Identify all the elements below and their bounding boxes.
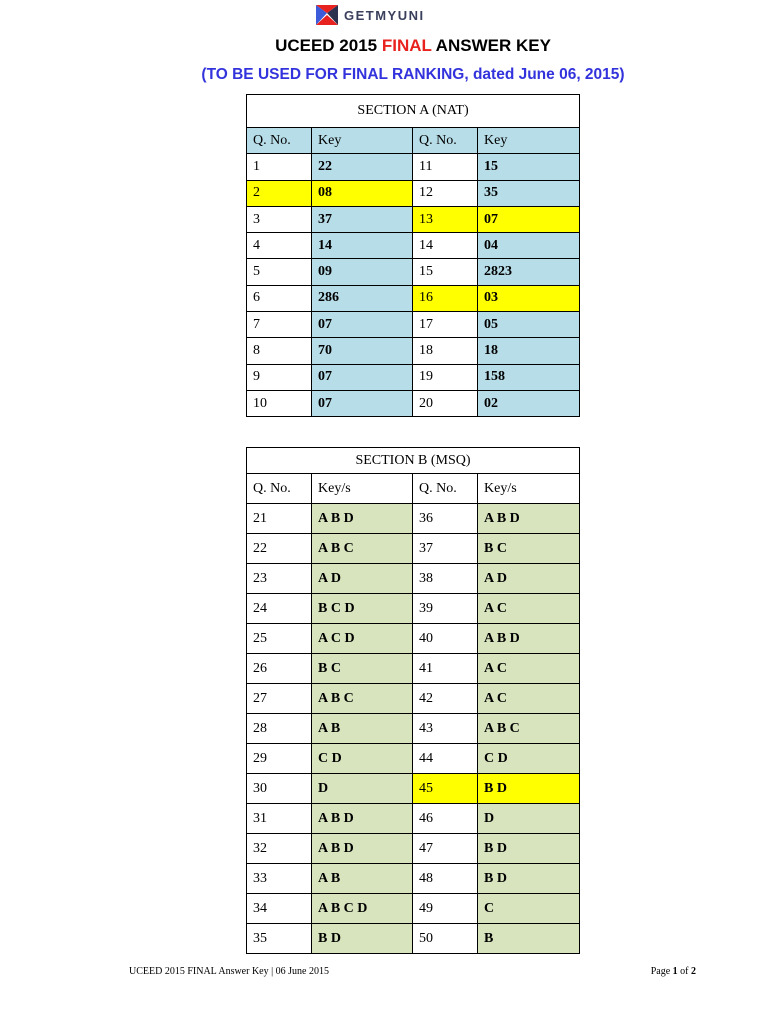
answer-key: 70 <box>312 338 413 364</box>
answer-key: 09 <box>312 259 413 285</box>
answer-key: B D <box>478 834 580 864</box>
answer-key: 03 <box>478 285 580 311</box>
question-number: 47 <box>413 834 478 864</box>
table-row <box>247 180 580 206</box>
answer-key: B C <box>312 654 413 684</box>
question-number: 23 <box>247 564 312 594</box>
answer-key: A C <box>478 684 580 714</box>
answer-key: 02 <box>478 390 580 416</box>
answer-key: A B C <box>478 714 580 744</box>
question-number: 6 <box>247 285 312 311</box>
answer-key: 35 <box>478 180 580 206</box>
answer-key: 07 <box>312 364 413 390</box>
question-number: 43 <box>413 714 478 744</box>
answer-key: A B D <box>478 624 580 654</box>
section-caption: SECTION B (MSQ) <box>247 448 580 474</box>
answer-key: A B D <box>312 504 413 534</box>
question-number: 18 <box>413 338 478 364</box>
question-number: 39 <box>413 594 478 624</box>
table-row <box>247 534 580 564</box>
answer-key: A D <box>312 564 413 594</box>
question-number: 27 <box>247 684 312 714</box>
question-number: 16 <box>413 285 478 311</box>
question-number: 44 <box>413 744 478 774</box>
answer-key: 07 <box>312 312 413 338</box>
answer-key: D <box>312 774 413 804</box>
column-header: Q. No. <box>413 128 478 154</box>
answer-key: B D <box>478 864 580 894</box>
table-row <box>247 312 580 338</box>
answer-key: B D <box>312 924 413 954</box>
question-number: 50 <box>413 924 478 954</box>
column-header: Key <box>478 128 580 154</box>
question-number: 12 <box>413 180 478 206</box>
answer-key: 14 <box>312 233 413 259</box>
question-number: 24 <box>247 594 312 624</box>
table-row <box>247 364 580 390</box>
answer-key: A C <box>478 594 580 624</box>
table-row <box>247 154 580 180</box>
answer-key: 37 <box>312 206 413 232</box>
column-header: Q. No. <box>247 128 312 154</box>
answer-key: 04 <box>478 233 580 259</box>
answer-key: C D <box>478 744 580 774</box>
table-row <box>247 624 580 654</box>
question-number: 4 <box>247 233 312 259</box>
answer-key: 07 <box>478 206 580 232</box>
getmyuni-logo <box>316 2 425 28</box>
question-number: 2 <box>247 180 312 206</box>
footer-page-number: Page 1 of 2 <box>650 966 696 977</box>
question-number: 3 <box>247 206 312 232</box>
table-row <box>247 338 580 364</box>
question-number: 25 <box>247 624 312 654</box>
table-row <box>247 504 580 534</box>
table-row <box>247 564 580 594</box>
question-number: 10 <box>247 390 312 416</box>
column-header: Q. No. <box>247 474 312 504</box>
table-row <box>247 594 580 624</box>
question-number: 21 <box>247 504 312 534</box>
section-a-table <box>246 94 580 417</box>
table-row <box>247 864 580 894</box>
answer-key: 22 <box>312 154 413 180</box>
question-number: 38 <box>413 564 478 594</box>
answer-key: A B <box>312 714 413 744</box>
answer-key: A B <box>312 864 413 894</box>
footer-doc-info: UCEED 2015 FINAL Answer Key | 06 June 2015 <box>129 966 329 977</box>
question-number: 33 <box>247 864 312 894</box>
column-header: Q. No. <box>413 474 478 504</box>
table-row <box>247 774 580 804</box>
answer-key: A B D <box>478 504 580 534</box>
title-final-word: FINAL <box>381 36 432 55</box>
table-row <box>247 744 580 774</box>
answer-key: A C D <box>312 624 413 654</box>
answer-key: B C D <box>312 594 413 624</box>
table-row <box>247 259 580 285</box>
answer-key: C D <box>312 744 413 774</box>
answer-key: A D <box>478 564 580 594</box>
question-number: 36 <box>413 504 478 534</box>
table-row <box>247 285 580 311</box>
answer-key: A B D <box>312 834 413 864</box>
question-number: 48 <box>413 864 478 894</box>
question-number: 17 <box>413 312 478 338</box>
answer-key: D <box>478 804 580 834</box>
column-header: Key/s <box>478 474 580 504</box>
answer-key: B <box>478 924 580 954</box>
answer-key: A B D <box>312 804 413 834</box>
table-row <box>247 714 580 744</box>
question-number: 20 <box>413 390 478 416</box>
question-number: 46 <box>413 804 478 834</box>
answer-key: 18 <box>478 338 580 364</box>
question-number: 26 <box>247 654 312 684</box>
column-header: Key/s <box>312 474 413 504</box>
question-number: 13 <box>413 206 478 232</box>
question-number: 41 <box>413 654 478 684</box>
question-number: 1 <box>247 154 312 180</box>
question-number: 49 <box>413 894 478 924</box>
table-row <box>247 390 580 416</box>
answer-key: A B C D <box>312 894 413 924</box>
question-number: 34 <box>247 894 312 924</box>
page-subtitle: (TO BE USED FOR FINAL RANKING, dated June 06, 2015) <box>201 66 625 83</box>
question-number: 35 <box>247 924 312 954</box>
question-number: 42 <box>413 684 478 714</box>
question-number: 11 <box>413 154 478 180</box>
question-number: 7 <box>247 312 312 338</box>
answer-key: A C <box>478 654 580 684</box>
answer-key: 07 <box>312 390 413 416</box>
answer-key: A B C <box>312 534 413 564</box>
table-row <box>247 654 580 684</box>
question-number: 8 <box>247 338 312 364</box>
table-row <box>247 206 580 232</box>
column-header: Key <box>312 128 413 154</box>
question-number: 40 <box>413 624 478 654</box>
page-title: UCEED 2015 FINAL ANSWER KEY <box>275 36 551 55</box>
question-number: 28 <box>247 714 312 744</box>
table-row <box>247 894 580 924</box>
answer-key: A B C <box>312 684 413 714</box>
table-row <box>247 924 580 954</box>
question-number: 22 <box>247 534 312 564</box>
table-row <box>247 804 580 834</box>
section-caption: SECTION A (NAT) <box>247 95 580 128</box>
answer-key: 05 <box>478 312 580 338</box>
question-number: 5 <box>247 259 312 285</box>
question-number: 19 <box>413 364 478 390</box>
answer-key: 2823 <box>478 259 580 285</box>
getmyuni-logo-icon <box>316 3 338 27</box>
table-row <box>247 233 580 259</box>
answer-key: 15 <box>478 154 580 180</box>
question-number: 15 <box>413 259 478 285</box>
table-row <box>247 834 580 864</box>
question-number: 45 <box>413 774 478 804</box>
answer-key: 08 <box>312 180 413 206</box>
question-number: 29 <box>247 744 312 774</box>
question-number: 14 <box>413 233 478 259</box>
question-number: 32 <box>247 834 312 864</box>
answer-key: C <box>478 894 580 924</box>
question-number: 9 <box>247 364 312 390</box>
answer-key: B C <box>478 534 580 564</box>
table-row <box>247 684 580 714</box>
question-number: 37 <box>413 534 478 564</box>
logo-text: GETMYUNI <box>344 7 425 23</box>
question-number: 30 <box>247 774 312 804</box>
section-b-table <box>246 447 580 954</box>
answer-key: 286 <box>312 285 413 311</box>
answer-key: B D <box>478 774 580 804</box>
answer-key: 158 <box>478 364 580 390</box>
question-number: 31 <box>247 804 312 834</box>
